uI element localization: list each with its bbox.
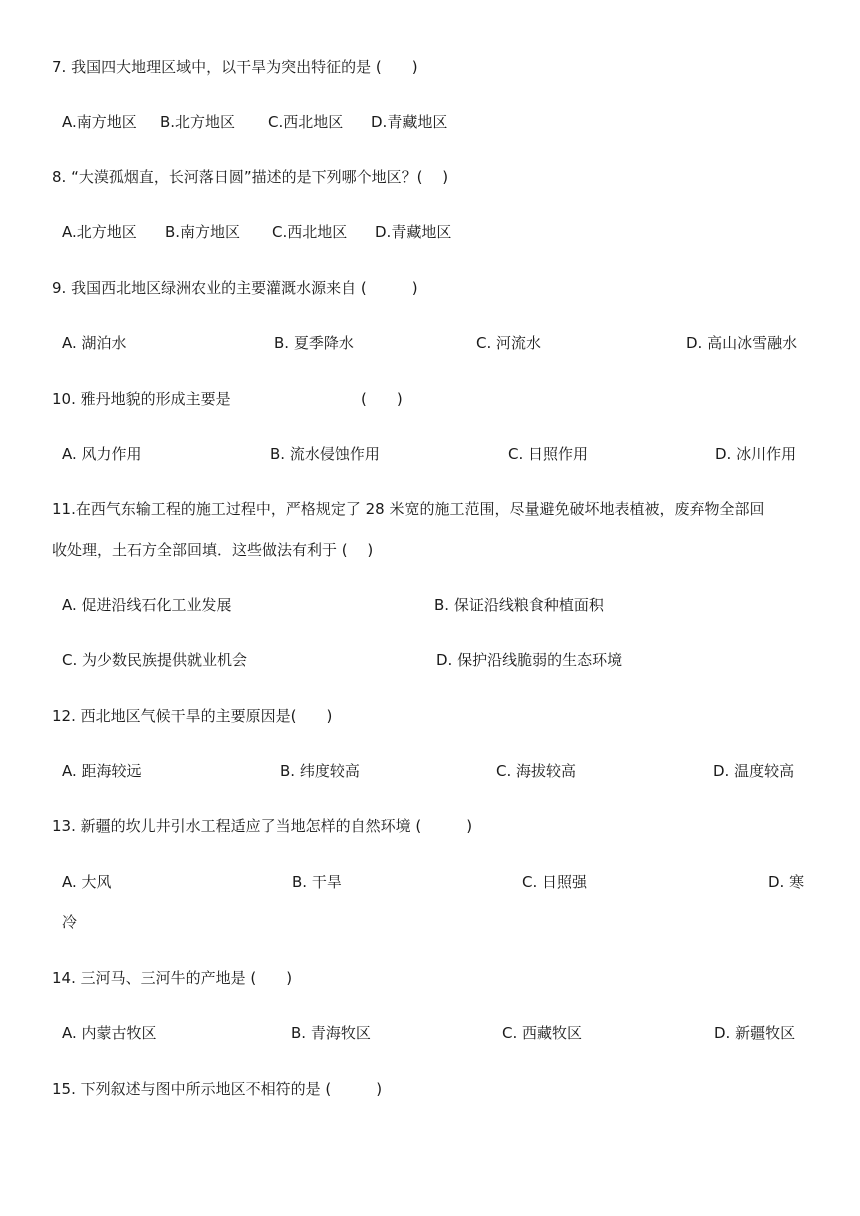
question-11-option-b: B. 保证沿线粮食种植面积	[434, 596, 604, 614]
question-7-option-c: C.西北地区	[268, 113, 344, 131]
question-11-option-d: D. 保护沿线脆弱的生态环境	[436, 651, 623, 669]
question-9-option-c: C. 河流水	[476, 334, 542, 352]
question-14-option-b: B. 青海牧区	[291, 1024, 371, 1042]
question-7-stem: 7. 我国四大地理区域中，以干旱为突出特征的是 ( )	[52, 58, 418, 76]
question-11-option-c: C. 为少数民族提供就业机会	[62, 651, 248, 669]
question-13-option-b: B. 干旱	[292, 873, 342, 891]
question-12-option-d: D. 温度较高	[713, 762, 795, 780]
question-10-option-a: A. 风力作用	[62, 445, 142, 463]
question-14-option-c: C. 西藏牧区	[502, 1024, 583, 1042]
question-12-stem: 12. 西北地区气候干旱的主要原因是( )	[52, 707, 333, 725]
question-12-option-c: C. 海拔较高	[496, 762, 577, 780]
question-8-option-a: A.北方地区	[62, 223, 137, 241]
question-10-option-d: D. 冰川作用	[715, 445, 797, 463]
question-9-option-a: A. 湖泊水	[62, 334, 127, 352]
question-14-option-a: A. 内蒙古牧区	[62, 1024, 157, 1042]
question-14-stem: 14. 三河马、三河牛的产地是 ( )	[52, 969, 293, 987]
question-13-option-a: A. 大风	[62, 873, 112, 891]
question-7-option-d: D.青藏地区	[371, 113, 448, 131]
question-11-option-a: A. 促进沿线石化工业发展	[62, 596, 232, 614]
question-8-option-b: B.南方地区	[165, 223, 241, 241]
question-8-option-c: C.西北地区	[272, 223, 348, 241]
question-7-option-a: A.南方地区	[62, 113, 137, 131]
question-11-stem-line-2: 收处理，土石方全部回填．这些做法有利于 ( )	[52, 541, 374, 559]
question-12-option-a: A. 距海较远	[62, 762, 142, 780]
question-9-option-d: D. 高山冰雪融水	[686, 334, 798, 352]
question-10-option-c: C. 日照作用	[508, 445, 589, 463]
question-9-stem: 9. 我国西北地区绿洲农业的主要灌溉水源来自 ( )	[52, 279, 418, 297]
question-14-option-d: D. 新疆牧区	[714, 1024, 796, 1042]
question-13-option-c: C. 日照强	[522, 873, 588, 891]
question-9-option-b: B. 夏季降水	[274, 334, 354, 352]
question-10-option-b: B. 流水侵蚀作用	[270, 445, 380, 463]
question-8-stem: 8. “大漠孤烟直，长河落日圆”描述的是下列哪个地区？( )	[52, 168, 449, 186]
question-10-answer-paren: ( )	[361, 390, 403, 408]
question-13-option-d: D. 寒	[768, 873, 805, 891]
question-13-option-d-continued: 冷	[62, 913, 78, 931]
question-10-stem: 10. 雅丹地貌的形成主要是	[52, 390, 231, 408]
question-11-stem-line-1: 11.在西气东输工程的施工过程中，严格规定了 28 米宽的施工范围，尽量避免破坏地表植被，废弃物全部回	[52, 500, 765, 518]
question-12-option-b: B. 纬度较高	[280, 762, 360, 780]
question-15-stem: 15. 下列叙述与图中所示地区不相符的是 ( )	[52, 1080, 383, 1098]
question-7-option-b: B.北方地区	[160, 113, 236, 131]
question-8-option-d: D.青藏地区	[375, 223, 452, 241]
question-13-stem: 13. 新疆的坎儿井引水工程适应了当地怎样的自然环境 ( )	[52, 817, 473, 835]
